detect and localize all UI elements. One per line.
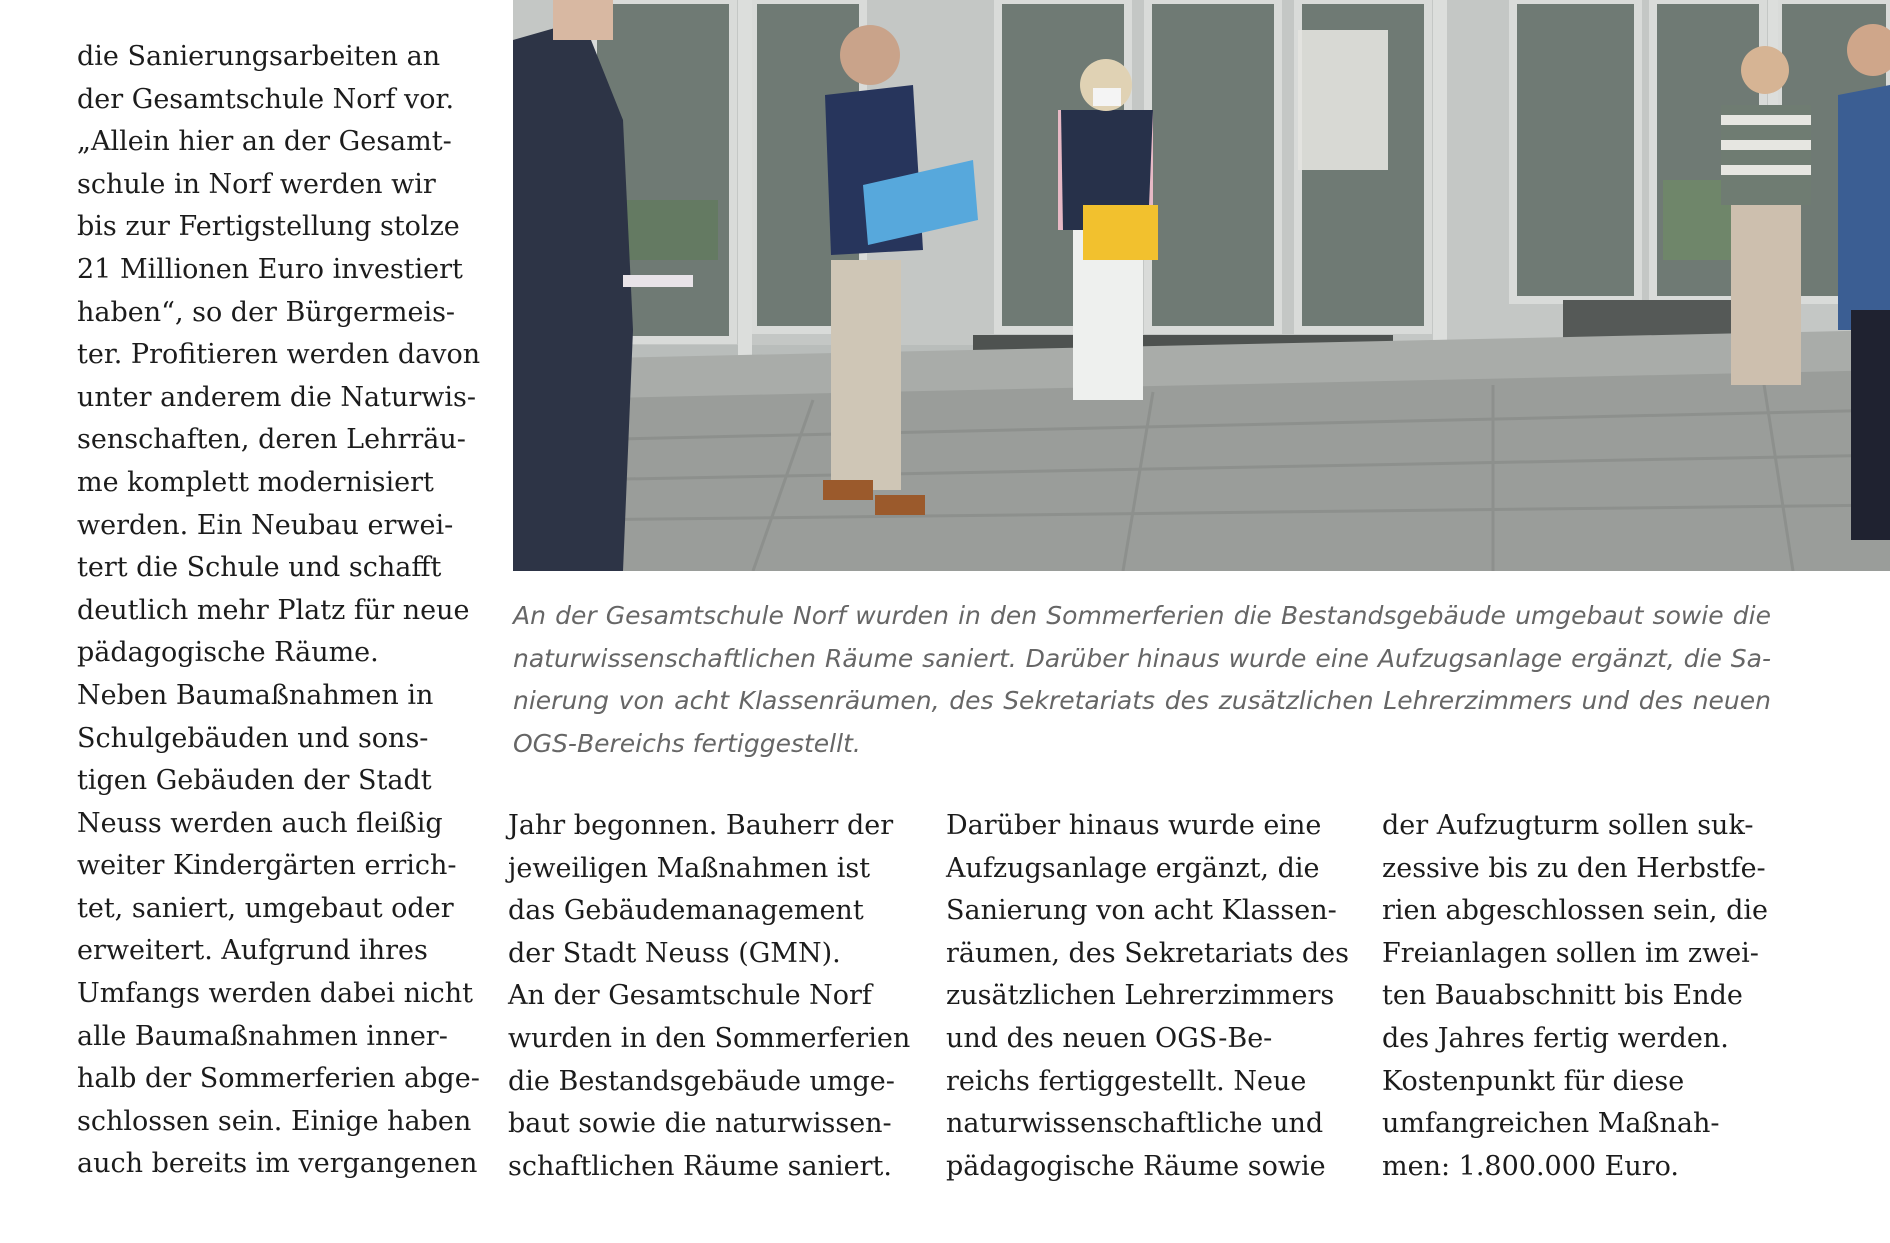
text-line: der Gesamtschule Norf vor. [77,83,455,115]
text-line: schlossen sein. Einige haben [77,1105,472,1137]
text-line: me komplett modernisiert [77,466,434,498]
text-line: tigen Gebäuden der Stadt [77,765,432,797]
text-line: Neuss werden auch fleißig [77,807,443,839]
photo-caption [513,595,1771,765]
text-line: erweitert. Aufgrund ihres [77,935,428,967]
text-line: des Jahres fertig werden. [1382,1022,1729,1054]
text-line: deutlich mehr Platz für neue [77,594,470,626]
text-line: und des neuen OGS-Be- [946,1022,1273,1054]
article-photo [513,0,1890,571]
text-line: haben“, so der Bürgermeis- [77,296,456,328]
text-line: weiter Kindergärten errich- [77,850,457,882]
article-column-4 [1382,805,1768,1188]
text-line: senschaften, deren Lehrräu- [77,424,466,456]
text-line: ten Bauabschnitt bis Ende [1382,980,1743,1012]
text-line: unter anderem die Naturwis- [77,381,476,413]
text-line: „Allein hier an der Gesamt- [77,126,452,158]
text-line: Kostenpunkt für diese [1382,1065,1685,1097]
text-line: schule in Norf werden wir [77,168,436,200]
text-line: wurden in den Sommerferien [508,1022,911,1054]
text-line: baut sowie die naturwissen- [508,1108,892,1140]
article-column-3 [946,805,1349,1188]
text-line: Darüber hinaus wurde eine [946,810,1322,841]
caption-line: OGS-Bereichs fertiggestellt. [513,728,861,758]
text-line: alle Baumaßnahmen inner- [77,1020,448,1052]
text-line: Sanierung von acht Klassen- [946,895,1337,927]
text-line: tert die Schule und schafft [77,552,442,584]
text-line: auch bereits im vergangenen [77,1148,478,1180]
text-line: die Bestandsgebäude umge- [508,1065,895,1097]
text-line: 21 Millionen Euro investiert [77,253,463,285]
text-line: das Gebäudemanagement [508,895,864,927]
text-line: naturwissenschaftliche und [946,1108,1324,1140]
text-line: An der Gesamtschule Norf [508,980,872,1012]
text-line: umfangreichen Maßnah- [1382,1108,1720,1140]
text-line: Freianlagen sollen im zwei- [1382,937,1759,969]
text-line: Neben Baumaßnahmen in [77,679,434,711]
article-column-1 [77,36,480,1186]
text-line: räumen, des Sekretariats des [946,937,1349,969]
text-line: men: 1.800.000 Euro. [1382,1150,1680,1182]
text-line: die Sanierungsarbeiten an [77,41,441,72]
caption-line: naturwissenschaftlichen Räume saniert. Darüber hinaus wurde eine Aufzugsanlage ergänzt, die Sa- [513,643,1771,673]
text-line: Umfangs werden dabei nicht [77,978,474,1010]
caption-line: nierung von acht Klassenräumen, des Sekretariats des zusätzlichen Lehrerzimmers und des neuen [513,686,1771,715]
text-line: bis zur Fertigstellung stolze [77,211,460,243]
text-line: rien abgeschlossen sein, die [1382,895,1768,927]
article-column-2 [508,805,910,1188]
text-line: schaftlichen Räume saniert. [508,1150,892,1182]
text-line: ter. Profitieren werden davon [77,339,481,371]
caption-line: An der Gesamtschule Norf wurden in den Sommerferien die Bestandsgebäude umgebaut sowie die [513,601,1771,630]
text-line: reichs fertiggestellt. Neue [946,1065,1307,1097]
text-line: pädagogische Räume. [77,637,379,669]
text-line: halb der Sommerferien abge- [77,1063,480,1095]
text-line: werden. Ein Neubau erwei- [77,509,454,541]
text-line: zessive bis zu den Herbstfe- [1382,852,1766,884]
text-line: Schulgebäuden und sons- [77,722,429,754]
text-line: pädagogische Räume sowie [946,1150,1326,1182]
text-line: zusätzlichen Lehrerzimmers [946,980,1335,1012]
text-line: der Stadt Neuss (GMN). [508,937,841,969]
text-line: Jahr begonnen. Bauherr der [508,810,894,841]
text-line: Aufzugsanlage ergänzt, die [946,852,1320,884]
photo-illustration [513,0,1890,571]
text-line: jeweiligen Maßnahmen ist [508,852,871,884]
text-line: der Aufzugturm sollen suk- [1382,810,1754,841]
text-line: tet, saniert, umgebaut oder [77,892,454,924]
